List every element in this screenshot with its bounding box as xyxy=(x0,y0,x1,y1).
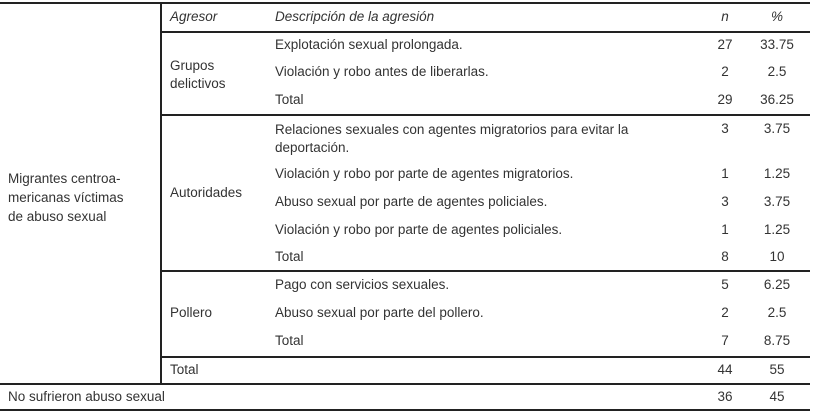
header-pct: % xyxy=(770,9,783,24)
table-top-border xyxy=(0,2,810,4)
table-row-pct: 1.25 xyxy=(763,166,791,181)
table-row-desc: Abuso sexual por parte de agentes policiales. xyxy=(275,194,548,209)
grand-total-pct: 55 xyxy=(769,362,785,377)
table-row-pct: 1.25 xyxy=(763,222,791,237)
table-row-desc: Relaciones sexuales con agentes migratorios para evitar la deportación. xyxy=(275,122,629,155)
table-row-n: 2 xyxy=(721,305,729,320)
table-row-desc: Explotación sexual prolongada. xyxy=(275,37,463,52)
table-row-n: 1 xyxy=(721,166,729,181)
table-row-desc: Pago con servicios sexuales. xyxy=(275,277,450,292)
column-divider xyxy=(160,2,162,384)
grand-total-label: Total xyxy=(170,362,199,377)
subtotal-n: 8 xyxy=(721,249,729,264)
subtotal-n: 7 xyxy=(721,333,729,348)
table-row-pct: 3.75 xyxy=(763,194,791,209)
no-abuse-label: No sufrieron abuso sexual xyxy=(8,389,165,404)
group-divider xyxy=(160,270,810,272)
table-row-n: 2 xyxy=(721,64,729,79)
no-abuse-n: 36 xyxy=(717,389,733,404)
subtotal-pct: 10 xyxy=(769,249,785,264)
table-row-pct: 2.5 xyxy=(767,64,787,79)
subtotal-pct: 8.75 xyxy=(763,333,791,348)
agresor-grupos-delictivos: Grupos delictivos xyxy=(170,58,226,91)
table-row-n: 3 xyxy=(721,194,729,209)
table-bottom-border xyxy=(0,409,810,411)
agresor-pollero: Pollero xyxy=(170,305,213,320)
table-row-desc: Violación y robo antes de liberarlas. xyxy=(275,64,489,79)
subtotal-pct: 36.25 xyxy=(760,92,794,107)
header-descripcion: Descripción de la agresión xyxy=(275,9,435,24)
no-abuse-pct: 45 xyxy=(769,389,785,404)
group-divider xyxy=(160,356,810,358)
group-divider xyxy=(160,114,810,116)
subtotal-label: Total xyxy=(275,249,304,264)
subtotal-label: Total xyxy=(275,92,304,107)
table-row-desc: Abuso sexual por parte del pollero. xyxy=(275,305,484,320)
subtotal-label: Total xyxy=(275,333,304,348)
table-row-pct: 6.25 xyxy=(763,277,791,292)
table-row-pct: 3.75 xyxy=(763,121,791,136)
header-divider xyxy=(160,31,810,33)
grand-total-n: 44 xyxy=(717,362,733,377)
table-row-n: 27 xyxy=(717,37,733,52)
header-n: n xyxy=(721,9,729,24)
table-row-pct: 33.75 xyxy=(760,37,794,52)
header-agresor: Agresor xyxy=(170,9,218,24)
table-row-n: 3 xyxy=(721,121,729,136)
table-row-n: 1 xyxy=(721,222,729,237)
subtotal-n: 29 xyxy=(717,92,733,107)
population-label: Migrantes centroa- mericanas víctimas de abuso sexual xyxy=(8,171,124,224)
table-row-desc: Violación y robo por parte de agentes policiales. xyxy=(275,222,563,237)
agresor-autoridades: Autoridades xyxy=(170,185,243,200)
table-row-n: 5 xyxy=(721,277,729,292)
table-row-pct: 2.5 xyxy=(767,305,787,320)
total-divider xyxy=(0,383,810,385)
table-row-desc: Violación y robo por parte de agentes migratorios. xyxy=(275,166,574,181)
